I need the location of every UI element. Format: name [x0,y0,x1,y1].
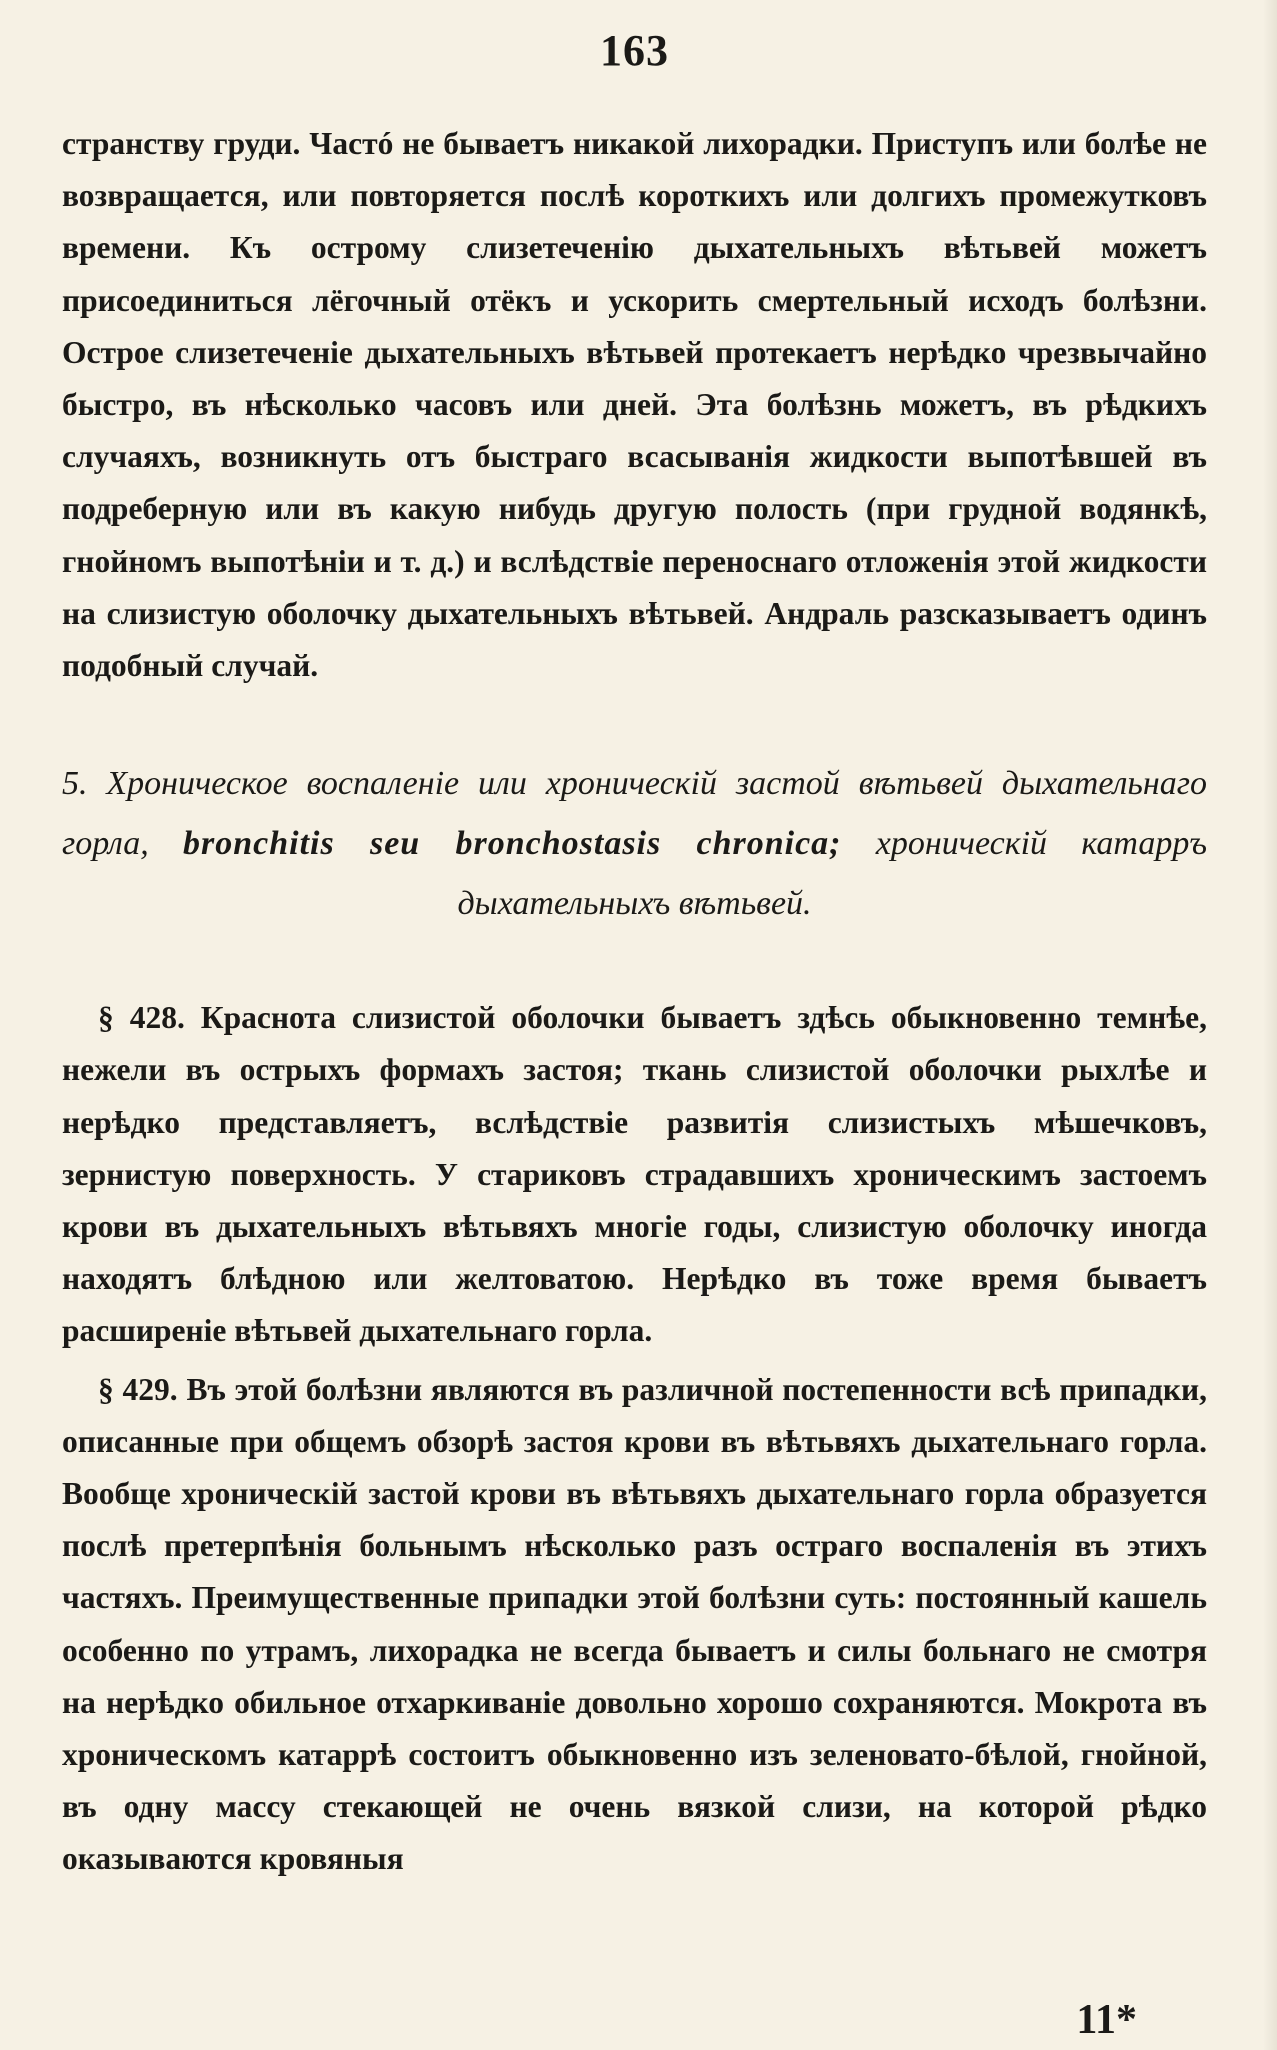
signature-mark: 11* [1076,1997,1137,2043]
paragraph-428 [62,992,1207,1357]
section-heading [62,754,1207,934]
paragraph-text: Въ этой болѣзни являются въ различной постепенности всѣ припадки, описанные при общемъ обзорѣ застоя крови въ вѣтьвяхъ дыхательнаго горла. Вообще хроническій застой крови въ вѣтьвяхъ дыхательнаго горла образуется послѣ претерпѣнія больнымъ нѣсколько разъ остраго воспаленія въ этихъ частяхъ. Преимущественные припадки этой болѣзни суть: постоянный кашель особенно по утрамъ, лихорадка не всегда бываетъ и силы больнаго не смотря на нерѣдко обильное отхаркиваніе довольно хорошо сохраняются. Мокрота въ хроническомъ катаррѣ состоитъ обыкновенно изъ зеленовато-бѣлой, гнойной, въ одну массу стекающей не очень вязкой слизи, на которой рѣдко оказываются кровяныя [62,1371,1208,1877]
page-edge-shadow [1263,0,1277,2050]
intro-paragraph: странству груди. Частó не бываетъ никакой лихорадки. Приступъ или болѣе не возвращается, или повторяется послѣ короткихъ или долгихъ промежутковъ времени. Къ острому слизетеченію дыхательныхъ вѣтьвей можетъ присоединиться лёгочный отёкъ и ускорить смертельный исходъ болѣзни. Острое слизетеченіе дыхательныхъ вѣтьвей протекаетъ нерѣдко чрезвычайно быстро, въ нѣсколько часовъ или дней. Эта болѣзнь можетъ, въ рѣдкихъ случаяхъ, возникнуть отъ быстраго всасыванія жидкости выпотѣвшей въ подреберную или въ какую нибудь другую полость (при грудной водянкѣ, гнойномъ выпотѣніи и т. д.) и вслѣдствіе переноснаго отложенія этой жидкости на слизистую оболочку дыхательныхъ вѣтьвей. Андраль разсказываетъ одинъ подобный случай. [62,126,1207,684]
section-title-part1: Хроническое воспаленіе или хроническій застой вѣтьвей дыхательнаго горла, [62,765,1207,863]
paragraph-429 [62,1364,1207,1886]
section-title-part2: хроническій катарръ дыхательныхъ вѣтьвей. [457,825,1208,923]
section-title-latin: bronchitis seu bronchostasis chronica; [183,825,842,863]
paragraph-mark: § 428. [98,1000,185,1036]
page-number: 163 [600,26,669,75]
paragraph-mark: § 429. [98,1371,178,1407]
section-number: 5. [62,765,88,803]
paragraph-text: Краснота слизистой оболочки бываетъ здѣсь обыкновенно темнѣе, нежели въ острыхъ формахъ застоя; ткань слизистой оболочки рыхлѣе и нерѣдко представляетъ, вслѣдствіе развитія слизистыхъ мѣшечковъ, зернистую поверхность. У стариковъ страдавшихъ хроническимъ застоемъ крови въ дыхательныхъ вѣтьвяхъ многіе годы, слизистую оболочку иногда находятъ блѣдною или желтоватою. Нерѣдко въ тоже время бываетъ расширеніе вѣтьвей дыхательнаго горла. [62,1000,1207,1349]
